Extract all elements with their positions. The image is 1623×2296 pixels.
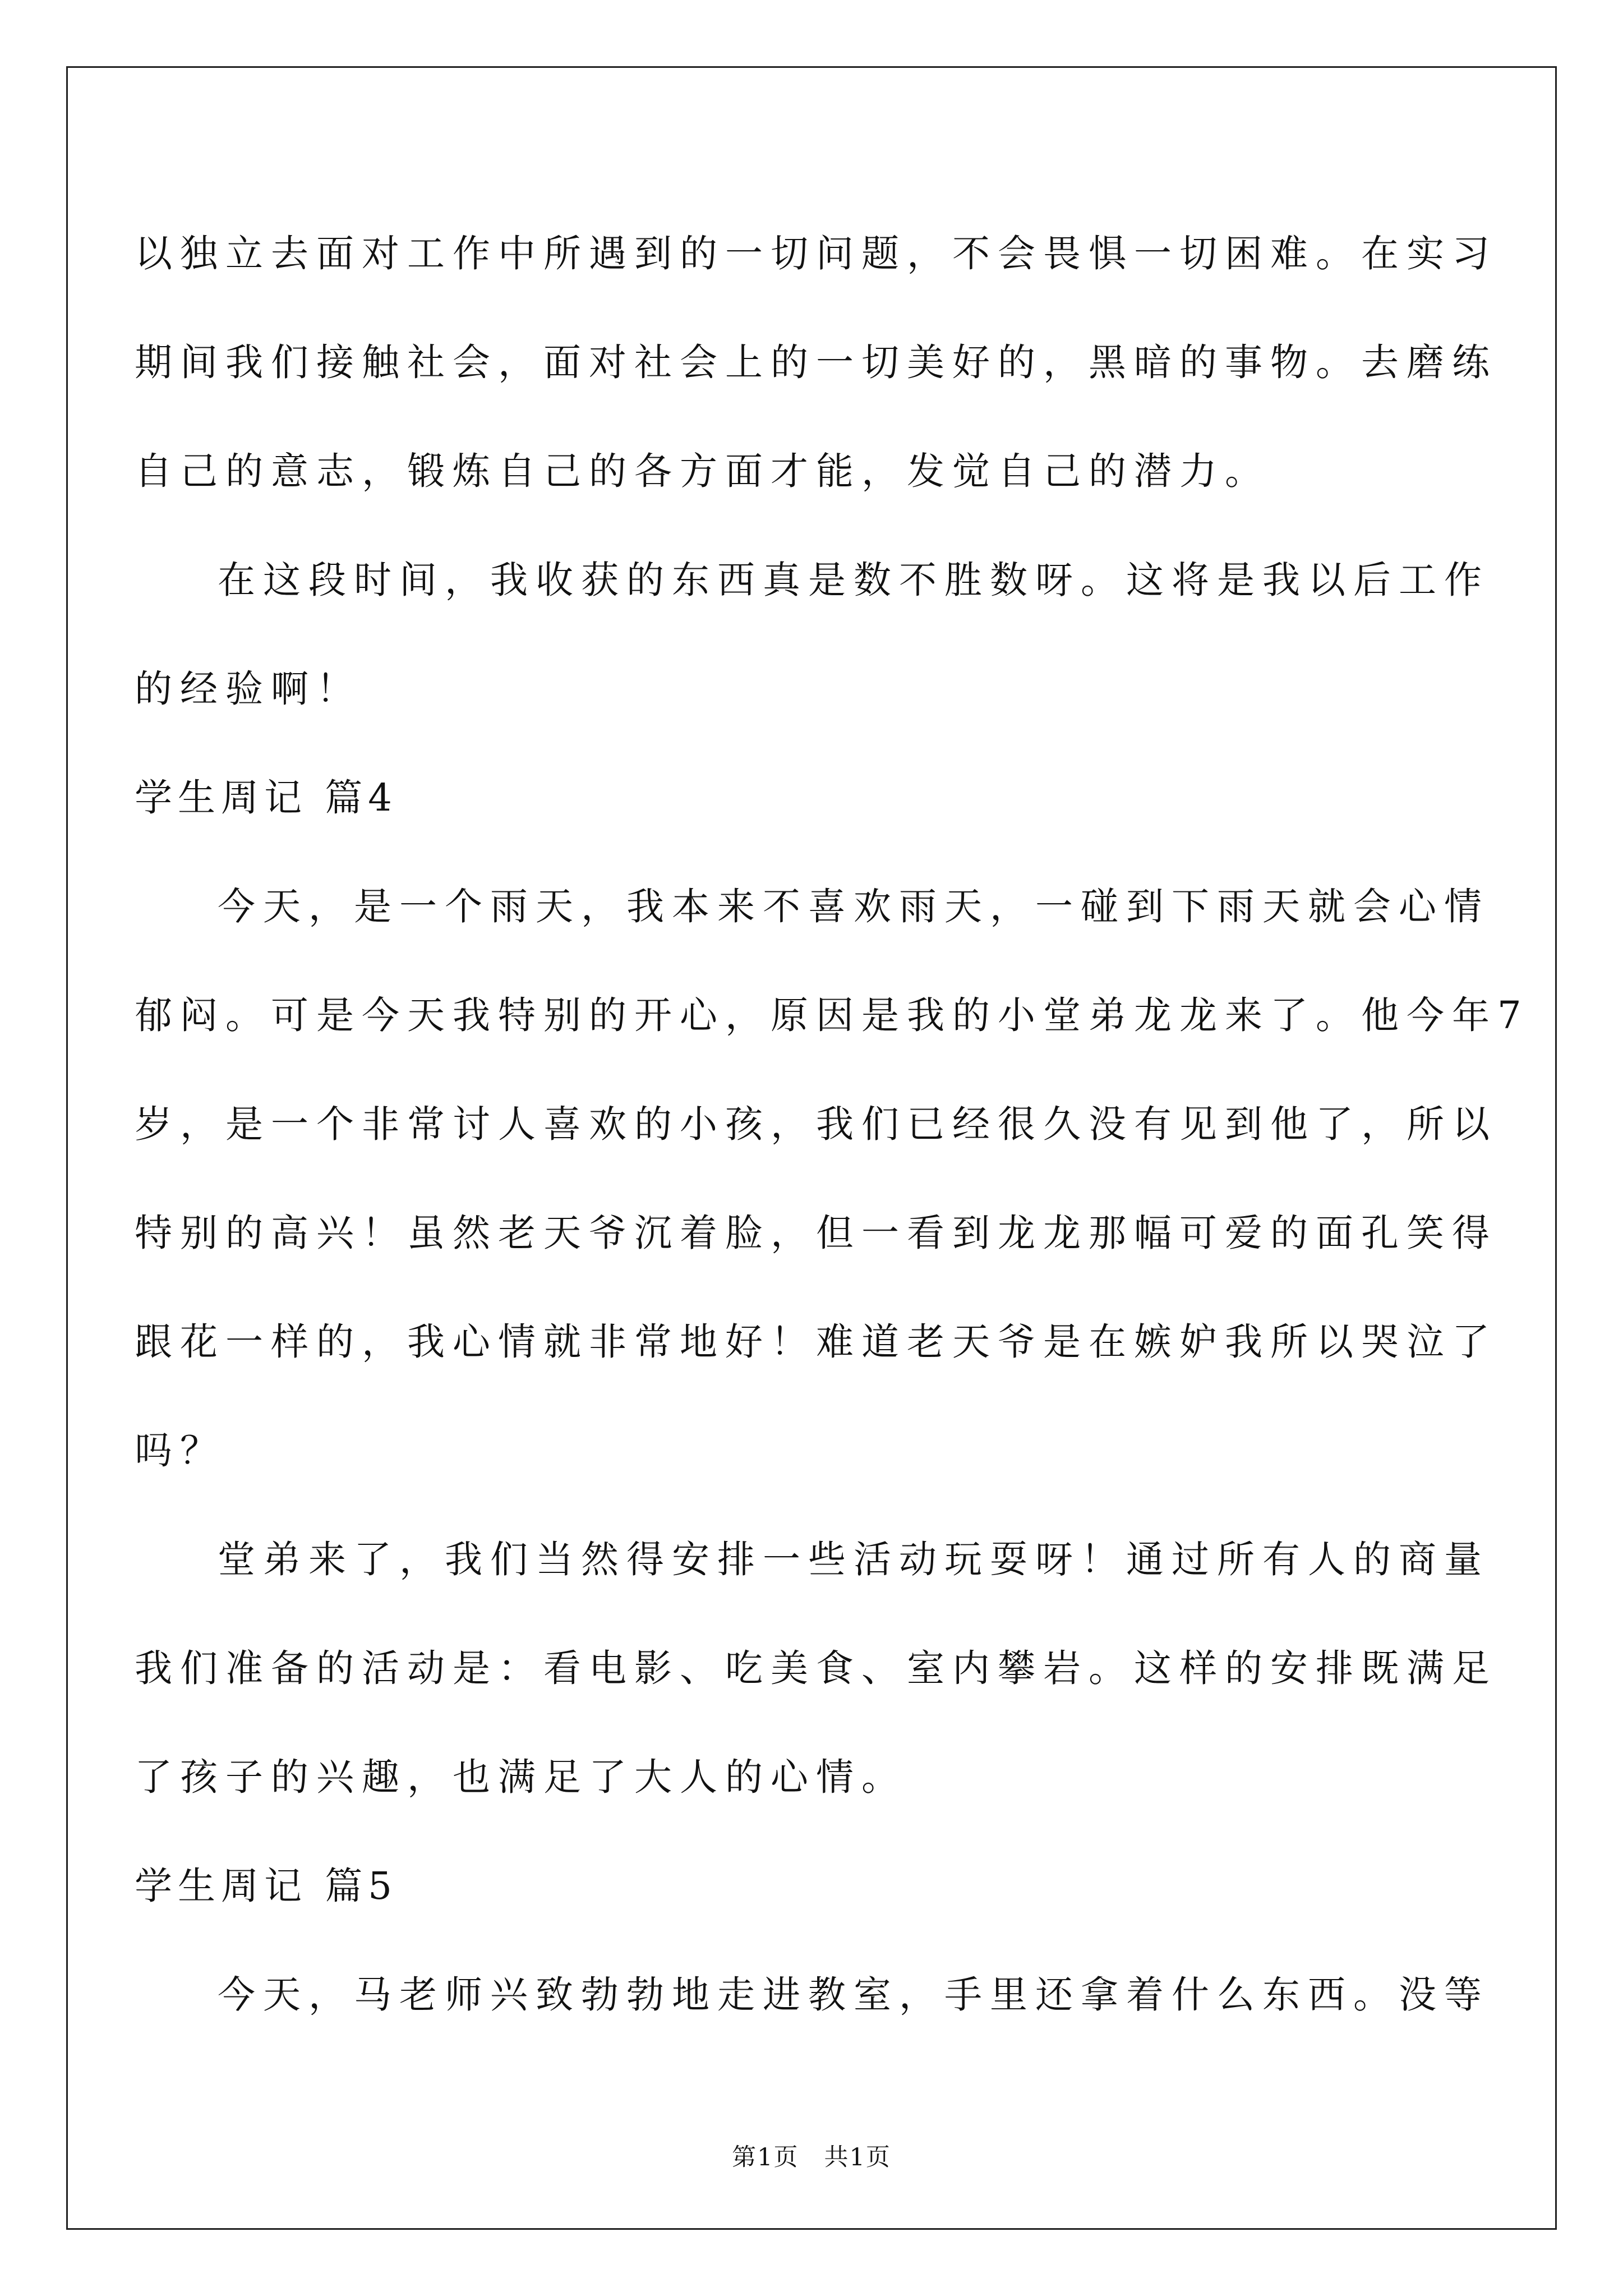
- text-line: 岁，是一个非常讨人喜欢的小孩，我们已经很久没有见到他了，所以: [135, 1102, 1497, 1146]
- text-line: 跟花一样的，我心情就非常地好！难道老天爷是在嫉妒我所以哭泣了: [135, 1320, 1497, 1364]
- section-heading-5: 学生周记 篇5: [135, 1864, 398, 1908]
- text-line: 期间我们接触社会，面对社会上的一切美好的，黑暗的事物。去磨练: [135, 341, 1497, 384]
- text-line: 我们准备的活动是：看电影、吃美食、室内攀岩。这样的安排既满足: [135, 1646, 1497, 1690]
- text-line: 以独立去面对工作中所遇到的一切问题，不会畏惧一切困难。在实习: [135, 232, 1497, 275]
- paragraph-start-line: 今天，马老师兴致勃勃地走进教室，手里还拿着什么东西。没等: [218, 1973, 1490, 2017]
- paragraph-start-line: 今天，是一个雨天，我本来不喜欢雨天，一碰到下雨天就会心情: [218, 885, 1490, 928]
- text-line: 的经验啊！: [135, 667, 362, 711]
- text-line: 自己的意志，锻炼自己的各方面才能，发觉自己的潜力。: [135, 449, 1270, 493]
- section-heading-4: 学生周记 篇4: [135, 776, 398, 820]
- paragraph-start-line: 在这段时间，我收获的东西真是数不胜数呀。这将是我以后工作: [218, 558, 1490, 602]
- text-line: 吗？: [135, 1429, 225, 1473]
- document-body: [135, 199, 1529, 2049]
- text-line: 郁闷。可是今天我特别的开心，原因是我的小堂弟龙龙来了。他今年7: [135, 993, 1529, 1037]
- page-number-footer: 第1页 共1页: [732, 2143, 891, 2171]
- text-line: 了孩子的兴趣，也满足了大人的心情。: [135, 1755, 907, 1799]
- text-line: 特别的高兴！虽然老天爷沉着脸，但一看到龙龙那幅可爱的面孔笑得: [135, 1211, 1497, 1255]
- paragraph-start-line: 堂弟来了，我们当然得安排一些活动玩耍呀！通过所有人的商量: [218, 1538, 1490, 1581]
